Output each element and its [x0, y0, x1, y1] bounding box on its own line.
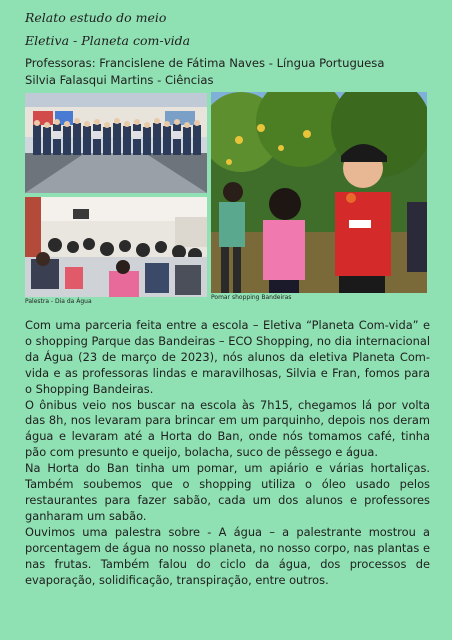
paragraph-garden: Na Horta do Ban tinha um pomar, um apiário e várias hortaliças. Também soubemos que o shopping utiliza o óleo usado pelos restaurantes para fazer sabão, cada um dos alunos e professores ganharam um sabão. — [25, 461, 430, 523]
group-photo — [25, 93, 207, 193]
page-title: Relato estudo do meio — [25, 10, 167, 25]
paragraph-partnership: Com uma parceria feita entre a escola – Eletiva “Planeta Com-vida” e o shopping Parque das Bandeiras – ECO Shopping, no dia internacional da Água (23 de março de 2023), nós alunos da eletiva Planeta Com-vida e as professoras lindas e maravilhosas, Silvia e Fran, fomos para o Shopping Bandeiras. — [25, 318, 430, 396]
lecture-caption: Palestra - Dia da Água — [25, 298, 92, 305]
paragraph-lecture: Ouvimos uma palestra sobre - A água – a palestrante mostrou a porcentagem de água no nosso planeta, no nosso corpo, nas plantas e nas frutas. Também falou do ciclo da água, dos processos de evaporação, solidificação, transpiração, entre outros. — [25, 524, 430, 587]
teacher-line-portuguese: Professoras: Francislene de Fátima Naves - Língua Portuguesa — [25, 56, 385, 70]
page-subtitle: Eletiva - Planeta com-vida — [25, 33, 191, 48]
orchard-photo — [211, 92, 427, 293]
paragraph-bus: O ônibus veio nos buscar na escola às 7h15, chegamos lá por volta das 8h, nos levaram para brincar em um parquinho, depois nos deram água e levaram até a Horta do Ban, onde nós tomamos café, tinha pão com presunto e queijo, bolacha, suco de pêssego e água. — [25, 397, 430, 460]
orchard-caption: Pomar shopping Bandeiras — [211, 294, 292, 301]
lecture-photo — [25, 197, 207, 297]
teacher-line-science: Silvia Falasqui Martins - Ciências — [25, 73, 214, 87]
report-body — [25, 318, 430, 588]
